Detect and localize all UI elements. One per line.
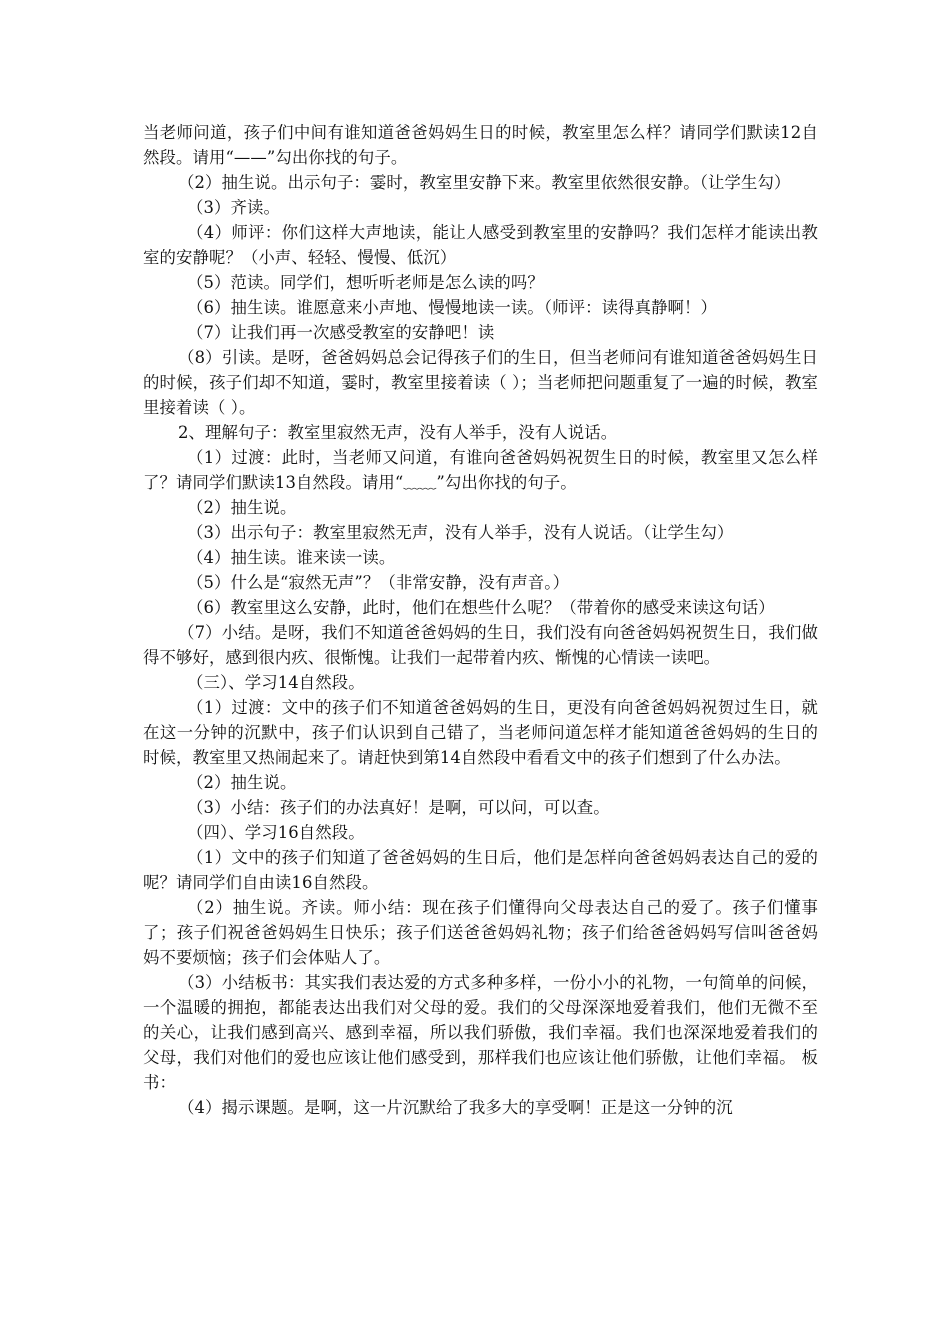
paragraph-answer-16: （2）抽生说。齐读。师小结：现在孩子们懂得向父母表达自己的爱了。孩子们懂事了；孩子们祝爸爸妈妈生日快乐；孩子们送爸爸妈妈礼物；孩子们给爸爸妈妈写信叫爸爸妈妈不要烦恼；孩子们会体贴人了。 <box>143 898 818 967</box>
paragraph-intro: 当老师问道，孩子们中间有谁知道爸爸妈妈生日的时候，教室里怎么样？请同学们默读12自然段。请用“——”勾出你找的句子。 <box>143 123 818 167</box>
paragraph-reveal-title: （4）揭示课题。是啊，这一片沉默给了我多大的享受啊！正是这一分钟的沉 <box>178 1098 733 1117</box>
paragraph-step-2: （2）抽生说。出示句子：霎时，教室里安静下来。教室里依然很安静。（让学生勾） <box>178 173 791 192</box>
paragraph-step-5: （5）范读。同学们，想听听老师是怎么读的吗？ <box>187 273 544 292</box>
paragraph-show-sentence: （3）出示句子：教室里寂然无声，没有人举手，没有人说话。（让学生勾） <box>187 523 734 542</box>
section-heading-2: 2、理解句子：教室里寂然无声，没有人举手，没有人说话。 <box>178 423 618 442</box>
paragraph-student-answer: （2）抽生说。 <box>187 498 297 517</box>
paragraph-step-4: （4）师评：你们这样大声地读，能让人感受到教室里的安静吗？我们怎样才能读出教室的安静呢？（小声、轻轻、慢慢、低沉） <box>143 223 818 267</box>
paragraph-question-16: （1）文中的孩子们知道了爸爸妈妈的生日后，他们是怎样向爸爸妈妈表达自己的爱的呢？请同学们自由读16自然段。 <box>143 848 818 892</box>
section-heading-3: （三）、学习14自然段。 <box>187 673 365 692</box>
paragraph-transition-14: （1）过渡：文中的孩子们不知道爸爸妈妈的生日，更没有向爸爸妈妈祝贺过生日，就在这一分钟的沉默中，孩子们认识到自己错了，当老师问道怎样才能知道爸爸妈妈的生日的时候，教室里又热闹起来了。请赶快到第14自然段中看看文中的孩子们想到了什么办法。 <box>143 698 818 767</box>
paragraph-step-3: （3）齐读。 <box>187 198 280 217</box>
paragraph-step-7: （7）让我们再一次感受教室的安静吧！读 <box>187 323 495 342</box>
paragraph-summary-14: （3）小结：孩子们的办法真好！是啊，可以问，可以查。 <box>187 798 610 817</box>
paragraph-student-answer-14: （2）抽生说。 <box>187 773 297 792</box>
paragraph-transition: （1）过渡：此时，当老师又问道，有谁向爸爸妈妈祝贺生日的时候，教室里又怎么样了？请同学们默读13自然段。请用“﹏﹏”勾出你找的句子。 <box>143 448 818 492</box>
paragraph-thinking: （6）教室里这么安静，此时，他们在想些什么呢？（带着你的感受来读这句话） <box>187 598 775 617</box>
paragraph-summary: （7）小结。是呀，我们不知道爸爸妈妈的生日，我们没有向爸爸妈妈祝贺生日，我们做得不够好，感到很内疚、很惭愧。让我们一起带着内疚、惭愧的心情读一读吧。 <box>143 623 818 667</box>
document-page <box>143 120 818 1120</box>
paragraph-step-8: （8）引读。是呀，爸爸妈妈总会记得孩子们的生日，但当老师问有谁知道爸爸妈妈生日的时候，孩子们却不知道，霎时，教室里接着读（ ）；当老师把问题重复了一遍的时候，教室里接着读（ ）。 <box>143 348 818 417</box>
paragraph-step-6: （6）抽生读。谁愿意来小声地、慢慢地读一读。（师评：读得真静啊！） <box>187 298 718 317</box>
paragraph-silence-meaning: （5）什么是“寂然无声”？（非常安静，没有声音。） <box>187 573 570 592</box>
section-heading-4: （四）、学习16自然段。 <box>187 823 365 842</box>
paragraph-board-summary: （3）小结板书：其实我们表达爱的方式多种多样，一份小小的礼物，一句简单的问候，一个温暖的拥抱，都能表达出我们对父母的爱。我们的父母深深地爱着我们，他们无微不至的关心，让我们感到高兴、感到幸福，所以我们骄傲，我们幸福。我们也深深地爱着我们的父母，我们对他们的爱也应该让他们感受到，那样我们也应该让他们骄傲，让他们幸福。 板书： <box>143 973 818 1092</box>
paragraph-student-read: （4）抽生读。谁来读一读。 <box>187 548 396 567</box>
